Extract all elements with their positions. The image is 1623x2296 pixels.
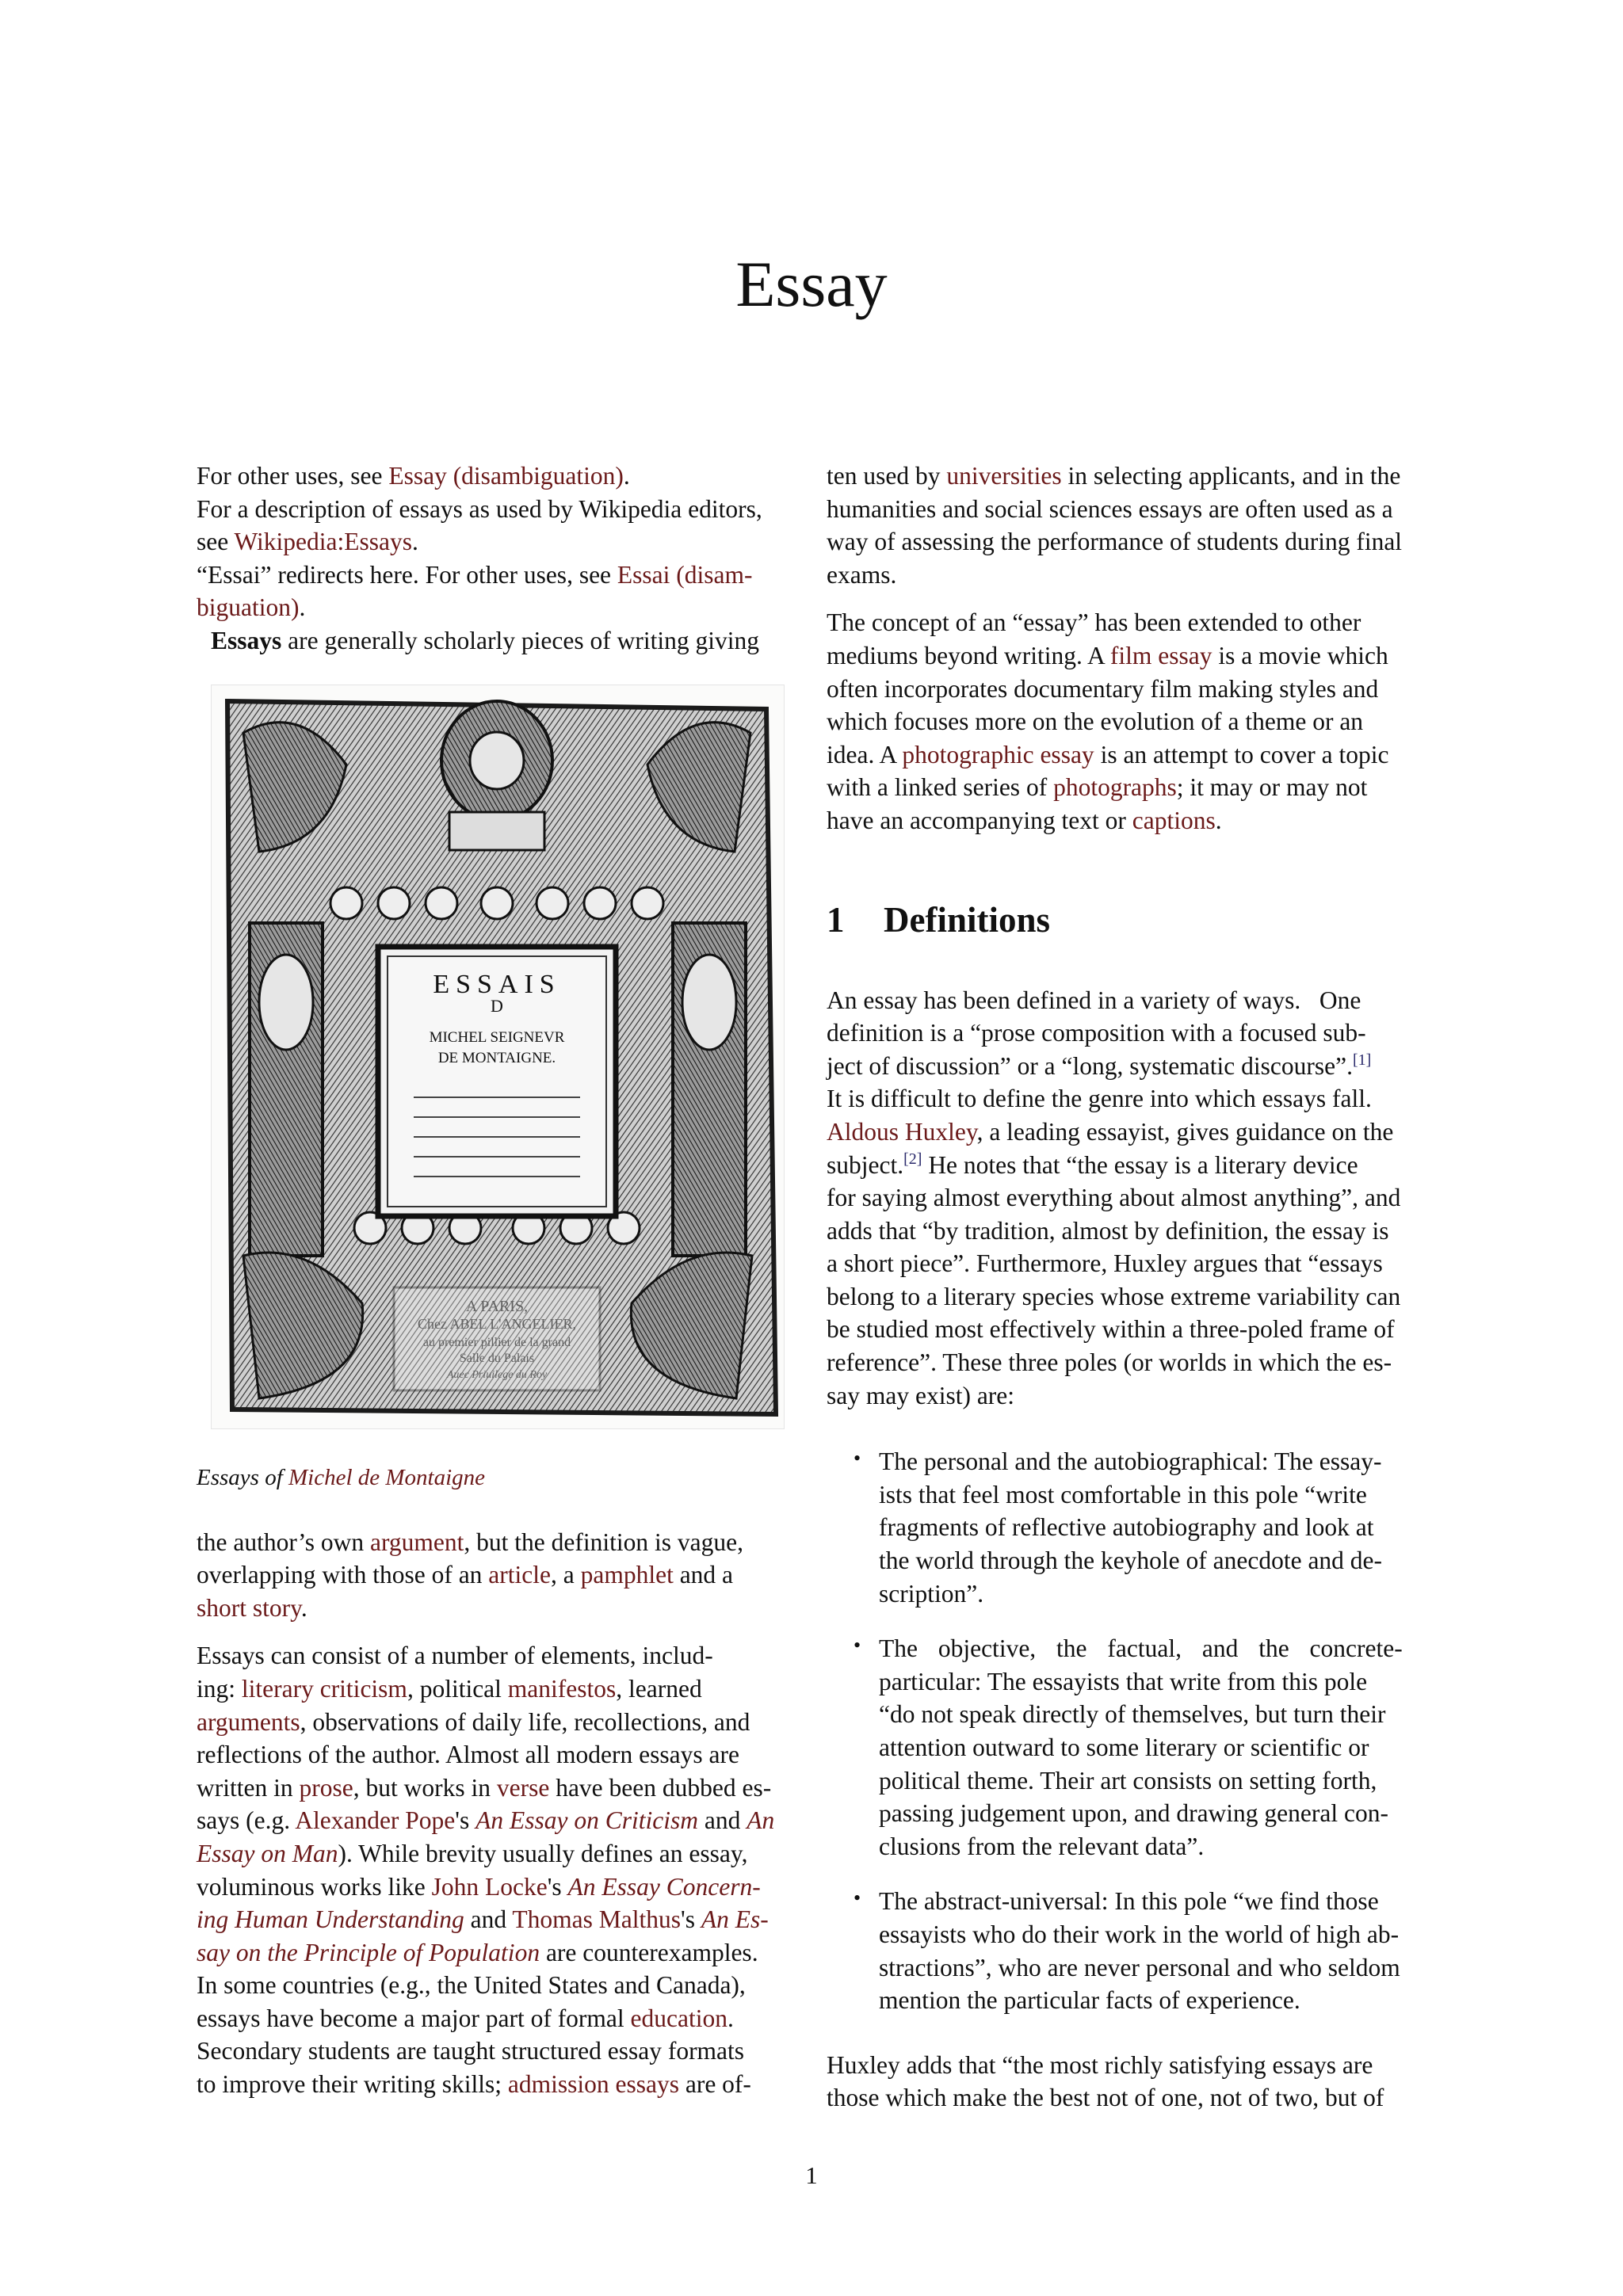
intro-text: the author’s own argument, but the definition is vague,	[197, 1527, 743, 1556]
paragraph-concept: The concept of an “essay” has been extended to other	[827, 608, 1361, 637]
list-item: • The abstract-universal: In this pole “we find those essayists who do their work in the world of high ab- stractions”, who are never personal and who seldom mention the particular facts of experience.	[827, 1885, 1453, 2016]
svg-text:Auec Priuilege du Roy: Auec Priuilege du Roy	[446, 1368, 548, 1381]
list-item: • The objective, the factual, and the concrete- particular: The essayists that write from this pole “do not speak directly of themselves, but turn their attention outward to some literary or scientific or political theme. Their art consists on setting forth, passing judgement upon, and drawing general con- clusions from the relevant data”.	[827, 1632, 1453, 1863]
paragraph-huxley-adds: Huxley adds that “the most richly satisfying essays are	[827, 2050, 1373, 2079]
hatnote-other-uses: For other uses, see Essay (disambiguation).	[197, 462, 630, 490]
link-essay-on-man-cont[interactable]: Essay on Man	[197, 1839, 338, 1867]
link-essay-on-man[interactable]: An	[747, 1806, 775, 1835]
svg-text:D: D	[491, 995, 503, 1016]
link-michel-de-montaigne[interactable]: Michel de Montaigne	[288, 1464, 486, 1490]
link-essay-on-criticism[interactable]: An Essay on Criticism	[475, 1806, 698, 1835]
link-pamphlet[interactable]: pamphlet	[580, 1561, 674, 1589]
link-universities[interactable]: universities	[946, 462, 1062, 490]
three-poles-list	[827, 1445, 1453, 2017]
link-essay-human-understanding-cont[interactable]: ing Human Understanding	[197, 1905, 464, 1934]
link-captions[interactable]: captions	[1132, 806, 1216, 834]
link-short-story[interactable]: short story	[197, 1593, 301, 1622]
figure-caption: Essays of Michel de Montaigne	[197, 1464, 486, 1490]
link-photographs[interactable]: photographs	[1053, 773, 1177, 802]
link-wikipedia-essays[interactable]: Wikipedia:Essays	[234, 528, 412, 556]
link-alexander-pope[interactable]: Alexander Pope	[295, 1806, 456, 1835]
link-film-essay[interactable]: film essay	[1109, 641, 1212, 669]
link-admission-essays[interactable]: admission essays	[507, 2070, 679, 2099]
link-aldous-huxley[interactable]: Aldous Huxley	[827, 1117, 977, 1146]
link-article[interactable]: article	[488, 1561, 551, 1589]
link-essay-disambiguation[interactable]: Essay (disambiguation)	[388, 462, 624, 490]
paragraph-continued: ten used by universities in selecting applicants, and in the	[827, 462, 1401, 490]
svg-text:MICHEL SEIGNEVR: MICHEL SEIGNEVR	[429, 1028, 565, 1046]
link-arguments[interactable]: arguments	[197, 1707, 300, 1736]
reference-2-link[interactable]: [2]	[903, 1150, 922, 1168]
bullet-icon: •	[854, 1886, 861, 1910]
reference-1-link[interactable]: [1]	[1352, 1051, 1372, 1069]
list-item: • The personal and the autobiographical: The essay- ists that feel most comfortable in this pole “write fragments of reflective autobiography and look at the world through the keyhole of anecdote and de- scription”.	[827, 1445, 1453, 1610]
paragraph-definitions: An essay has been defined in a variety of ways. One	[827, 986, 1361, 1014]
svg-text:A PARIS,: A PARIS,	[465, 1297, 529, 1315]
link-argument[interactable]: argument	[370, 1527, 464, 1556]
link-principle-of-population[interactable]: An Es-	[701, 1905, 769, 1934]
link-education[interactable]: education	[630, 2004, 727, 2032]
hatnote-essai: “Essai” redirects here. For other uses, see Essai (disam-	[197, 560, 753, 589]
link-essay-human-understanding[interactable]: An Essay Concern-	[567, 1872, 761, 1901]
link-thomas-malthus[interactable]: Thomas Malthus	[512, 1905, 682, 1934]
svg-text:DE MONTAIGNE.: DE MONTAIGNE.	[437, 1049, 556, 1066]
link-photographic-essay[interactable]: photographic essay	[902, 740, 1094, 769]
svg-text:Chez ABEL L'ANGELIER,: Chez ABEL L'ANGELIER,	[417, 1315, 577, 1332]
intro-lead: Essays are generally scholarly pieces of writing giving	[211, 626, 759, 654]
link-principle-of-population-cont[interactable]: say on the Principle of Population	[197, 1938, 540, 1966]
link-literary-criticism[interactable]: literary criticism	[241, 1674, 407, 1703]
link-manifestos[interactable]: manifestos	[507, 1674, 617, 1703]
hatnote-wikipedia-editors: For a description of essays as used by Wikipedia editors,	[197, 494, 762, 523]
engraving-illustration	[212, 685, 784, 1428]
engraving-text: ESSAIS	[433, 969, 561, 999]
link-essai-disambiguation[interactable]: Essai (disam-	[617, 560, 753, 589]
bullet-icon: •	[854, 1634, 861, 1657]
paragraph-elements: Essays can consist of a number of elements, includ-	[197, 1642, 713, 1670]
page-number: 1	[805, 2161, 818, 2189]
page-title: Essay	[735, 248, 888, 320]
montaigne-title-page-image	[211, 685, 785, 1429]
svg-text:Salle du Palais: Salle du Palais	[459, 1351, 535, 1365]
bullet-icon: •	[854, 1447, 861, 1470]
svg-text:au premier pillier de la grand: au premier pillier de la grand	[422, 1335, 571, 1349]
left-column: For other uses, see Essay (disambiguation). For a description of essays as used by Wikipedia editors, see Wikipedia:Essays. “Essai” redirects here. For other uses, see Essai (disam- biguation). Essays are generally scholarly pieces of writing giving ESSAIS D MICHEL SEIGNEVR DE MONTAIGNE. A PARIS, Chez ABEL L'ANGELIER, au premier pillier de la grand Salle du Palais Auec Priuilege du Roy Essays of Michel de Montaigne the author’s own argument, but the definition is vague, overlapping with those of an article, a pamphlet and a short story. Essays can consist of a number of elements, includ- ing: literary criticism, political manifestos, learned arguments, observations of daily life, recollections, and reflections of the author. Almost all modern essays are written in prose, but works in verse have been dubbed es- says (e.g. Alexander Pope's An Essay on Criticism and An Essay on Man). While brevity usually defines an essay, voluminous works like John Locke's An Essay Concern- ing Human Understanding and Thomas Malthus's An Es- say on the Principle of Population are counterexamples. In some countries (e.g., the United States and Canada), essays have become a major part of formal education. Secondary students are taught structured essay formats to improve their writing skills; admission essays are of-	[197, 460, 813, 2101]
link-prose[interactable]: prose	[299, 1773, 353, 1802]
section-heading-definitions: 1 Definitions	[827, 899, 1051, 940]
right-column: ten used by universities in selecting applicants, and in the humanities and social sciences essays are often used as a way of assessing the performance of students during final exams. The concept of an “essay” has been extended to other mediums beyond writing. A film essay is a movie which often incorporates documentary film making styles and which focuses more on the evolution of a theme or an idea. A photographic essay is an attempt to cover a topic with a linked series of photographs; it may or may not have an accompanying text or captions. 1 Definitions An essay has been defined in a variety of ways. One definition is a “prose composition with a focused sub- ject of discussion” or a “long, systematic discourse”.[1] It is difficult to define the genre into which essays fall. Aldous Huxley, a leading essayist, gives guidance on the subject.[2] He notes that “the essay is a literary device for saying almost everything about almost anything”, and adds that “by tradition, almost by definition, the essay is a short piece”. Furthermore, Huxley argues that “essays belong to a literary species whose extreme variability can be studied most effectively within a three-poled frame of reference”. These three poles (or worlds in which the es- say may exist) are: • The personal and the autobiographical: The essay- ists that feel most comfortable in this pole “write fragments of reflective autobiography and look at the world through the keyhole of anecdote and de- scription”. • The objective, the factual, and the concrete- particular: The essayists that write from this pole “do not speak directly of themselves, but turn their attention outward to some literary or scientific or political theme. Their art consists on setting forth, passing judgement upon, and drawing general con- clusions from the relevant data”. • The abstract-universal: In this pole “we find those essayists who do their work in the world of high ab- stractions”, who are never personal and who seldom mention the particular facts of experience. Huxley adds that “the most richly satisfying essays are those which make the best not of one, not of two, but of	[827, 460, 1453, 2115]
link-essai-disambiguation-cont[interactable]: biguation)	[197, 593, 300, 622]
link-john-locke[interactable]: John Locke	[431, 1872, 548, 1901]
link-verse[interactable]: verse	[496, 1773, 550, 1802]
